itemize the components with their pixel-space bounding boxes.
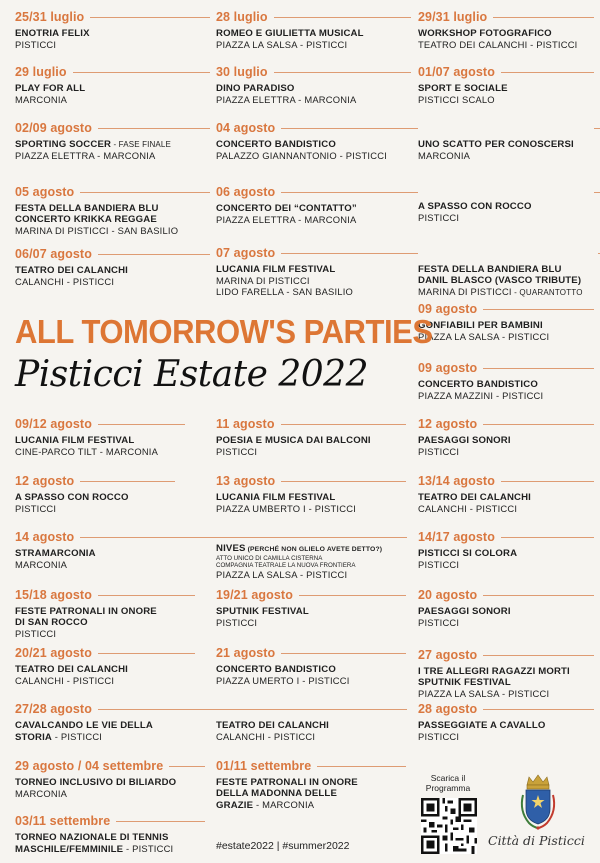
event-title-3: GRAZIE - MARCONIA — [216, 799, 315, 811]
event-e22 — [216, 474, 406, 514]
date-rule — [317, 766, 406, 767]
date-rule — [483, 655, 594, 656]
event-title: NIVES (PERCHÉ NON GLIELO AVETE DETTO?) — [216, 543, 383, 554]
event-title: SPORTING SOCCER - FASE FINALE — [15, 139, 171, 150]
date-rule — [501, 537, 594, 538]
event-place: PALAZZO GIANNANTONIO - PISTICCI — [216, 150, 387, 161]
event-date: 14 agosto — [15, 530, 75, 544]
event-e13 — [15, 247, 210, 287]
event-e32 — [418, 648, 594, 699]
event-title-2: DELLA MADONNA DELLE — [216, 788, 337, 799]
date-rule — [493, 17, 594, 18]
event-e27 — [15, 588, 195, 639]
city-name: Città di Pisticci — [488, 833, 585, 848]
event-e29 — [418, 588, 594, 628]
date-rule — [98, 653, 195, 654]
event-place: PIAZZA ELETTRA - MARCONIA — [216, 94, 357, 105]
date-rule — [116, 821, 205, 822]
event-title: TEATRO DEI CALANCHI — [418, 492, 531, 503]
date-rule — [281, 653, 406, 654]
poster-title: ALL TOMORROW'S PARTIES — [15, 313, 433, 350]
date-rule — [80, 481, 175, 482]
event-title: TEATRO DEI CALANCHI — [15, 664, 128, 675]
event-date: 27 agosto — [418, 648, 478, 662]
event-date: 13 agosto — [216, 474, 276, 488]
event-date: 29 agosto / 04 settembre — [15, 759, 164, 773]
event-title: FESTE PATRONALI IN ONORE — [15, 606, 157, 617]
event-title: CONCERTO BANDISTICO — [216, 664, 336, 675]
event-title: PAESAGGI SONORI — [418, 435, 511, 446]
event-title: A SPASSO CON ROCCO — [15, 492, 129, 503]
event-e3 — [418, 10, 594, 50]
event-title: FESTA DELLA BANDIERA BLU — [15, 203, 159, 214]
date-rule — [483, 709, 594, 710]
event-e34 — [216, 716, 406, 742]
event-place: PIAZZA MAZZINI - PISTICCI — [418, 390, 544, 401]
date-rule — [90, 17, 210, 18]
event-title-2: MASCHILE/FEMMINILE - PISTICCI — [15, 843, 174, 855]
event-place: PIAZZA LA SALSA - PISTICCI — [418, 331, 550, 342]
event-place: TEATRO DEI CALANCHI - PISTICCI — [418, 39, 578, 50]
event-title-2: CONCERTO KRIKKA REGGAE — [15, 214, 157, 225]
event-title-2: SPUTNIK FESTIVAL — [418, 677, 511, 688]
date-rule — [169, 766, 205, 767]
event-date: 28 luglio — [216, 10, 268, 24]
poster-subtitle: Pisticci Estate 2022 — [15, 354, 368, 395]
event-e12 — [418, 183, 594, 223]
event-date: 28 agosto — [418, 702, 478, 716]
qr-label: Scarica il Programma — [425, 773, 471, 793]
event-place: PISTICCI — [15, 39, 57, 50]
event-date: 19/21 agosto — [216, 588, 293, 602]
event-date: 20 agosto — [418, 588, 478, 602]
event-place: CALANCHI - PISTICCI — [15, 675, 115, 686]
date-rule — [274, 72, 411, 73]
event-place: MARCONIA — [418, 150, 471, 161]
event-place: CALANCHI - PISTICCI — [15, 276, 115, 287]
event-title: LUCANIA FILM FESTIVAL — [216, 492, 336, 503]
event-date: 15/18 agosto — [15, 588, 92, 602]
event-date: 21 agosto — [216, 646, 276, 660]
event-title: PISTICCI SI COLORA — [418, 548, 518, 559]
event-e30 — [15, 646, 195, 686]
event-e23 — [418, 474, 594, 514]
event-e38 — [15, 814, 205, 855]
event-e26 — [418, 530, 594, 570]
event-e21 — [15, 474, 175, 514]
event-date: 09 agosto — [418, 302, 478, 316]
event-title: GONFIABILI PER BAMBINI — [418, 320, 543, 331]
event-title: PLAY FOR ALL — [15, 83, 86, 94]
event-place: PISTICCI — [418, 212, 460, 223]
event-date: 14/17 agosto — [418, 530, 495, 544]
date-rule — [98, 128, 210, 129]
event-title: FESTA DELLA BANDIERA BLU — [418, 264, 562, 275]
event-place: CALANCHI - PISTICCI — [418, 503, 518, 514]
date-rule — [98, 709, 407, 710]
event-place: PISTICCI — [15, 628, 57, 639]
event-date: 09/12 agosto — [15, 417, 92, 431]
event-title: SPORT E SOCIALE — [418, 83, 508, 94]
event-e18 — [15, 417, 185, 457]
event-title: TORNEO INCLUSIVO DI BILIARDO — [15, 777, 177, 788]
event-e9 — [418, 121, 594, 161]
event-title: LUCANIA FILM FESTIVAL — [216, 264, 336, 275]
event-date: 29/31 luglio — [418, 10, 488, 24]
event-title: LUCANIA FILM FESTIVAL — [15, 435, 135, 446]
event-date: 03/11 settembre — [15, 814, 111, 828]
event-e5 — [216, 65, 411, 105]
event-date: 06 agosto — [216, 185, 276, 199]
event-place-2: LIDO FARELLA - SAN BASILIO — [216, 286, 354, 297]
event-title: CAVALCANDO LE VIE DELLA — [15, 720, 153, 731]
event-title: WORKSHOP FOTOGRAFICO — [418, 28, 552, 39]
event-e25 — [216, 541, 412, 580]
event-subtitle-2: COMPAGNIA TEATRALE LA NUOVA FRONTIERA — [216, 562, 356, 569]
event-date: 06/07 agosto — [15, 247, 92, 261]
event-e36 — [15, 759, 205, 799]
event-place: PIAZZA ELETTRA - MARCONIA — [15, 150, 156, 161]
event-date: 07 agosto — [216, 246, 276, 260]
event-title: DINO PARADISO — [216, 83, 295, 94]
event-title: UNO SCATTO PER CONOSCERSI — [418, 139, 574, 150]
event-place: PIAZZA LA SALSA - PISTICCI — [216, 39, 348, 50]
event-place: PISTICCI — [418, 617, 460, 628]
event-e1 — [15, 10, 210, 50]
event-place: PISTICCI — [418, 446, 460, 457]
event-title: ROMEO E GIULIETTA MUSICAL — [216, 28, 364, 39]
qr-code-icon[interactable] — [421, 798, 477, 854]
event-date: 11 agosto — [216, 417, 275, 431]
date-rule — [483, 424, 594, 425]
event-place: PIAZZA LA SALSA - PISTICCI — [418, 688, 550, 699]
event-title-2: DANIL BLASCO (VASCO TRIBUTE) — [418, 275, 582, 286]
event-date: 09 agosto — [418, 361, 478, 375]
event-place: PISTICCI — [418, 559, 460, 570]
event-title: CONCERTO BANDISTICO — [216, 139, 336, 150]
event-title: ENOTRIA FELIX — [15, 28, 90, 39]
event-place: MARCONIA — [15, 559, 68, 570]
date-rule — [281, 481, 406, 482]
event-e7 — [15, 121, 210, 161]
event-place: CALANCHI - PISTICCI — [216, 731, 316, 742]
event-e20 — [418, 417, 594, 457]
date-rule — [80, 537, 407, 538]
event-place: MARINA DI PISTICCI — [216, 275, 310, 286]
event-place: PIAZZA ELETTRA - MARCONIA — [216, 214, 357, 225]
event-e17 — [418, 361, 594, 401]
date-rule — [98, 254, 210, 255]
event-date: 12 agosto — [418, 417, 478, 431]
event-title: FESTE PATRONALI IN ONORE — [216, 777, 358, 788]
event-place: PISTICCI SCALO — [418, 94, 495, 105]
event-title: TEATRO DEI CALANCHI — [216, 720, 329, 731]
event-subtitle-1: ATTO UNICO DI CAMILLA CISTERNA — [216, 555, 323, 562]
event-e6 — [418, 65, 594, 105]
event-place: CINE-PARCO TILT - MARCONIA — [15, 446, 159, 457]
event-title: TORNEO NAZIONALE DI TENNIS — [15, 832, 169, 843]
event-title: POESIA E MUSICA DAI BALCONI — [216, 435, 371, 446]
date-rule — [483, 368, 594, 369]
date-rule — [73, 72, 210, 73]
event-title: A SPASSO CON ROCCO — [418, 201, 532, 212]
event-date: 01/07 agosto — [418, 65, 495, 79]
event-title: CONCERTO DEI “CONTATTO” — [216, 203, 357, 214]
event-title: SPUTNIK FESTIVAL — [216, 606, 309, 617]
date-rule — [274, 17, 411, 18]
event-date: 20/21 agosto — [15, 646, 92, 660]
event-place: MARINA DI PISTICCI - SAN BASILIO — [15, 225, 179, 236]
date-rule — [501, 72, 594, 73]
date-rule — [80, 192, 210, 193]
event-e28 — [216, 588, 406, 628]
date-rule — [98, 595, 195, 596]
event-place: PIAZZA UMBERTO I - PISTICCI — [216, 503, 356, 514]
city-crest-icon — [515, 773, 561, 833]
event-place: PISTICCI — [418, 731, 460, 742]
event-date: 29 luglio — [15, 65, 67, 79]
event-date: 04 agosto — [216, 121, 276, 135]
event-place: PISTICCI — [216, 617, 258, 628]
event-e37 — [216, 759, 406, 811]
event-place: PIAZZA UMERTO I - PISTICCI — [216, 675, 350, 686]
event-date: 05 agosto — [15, 185, 75, 199]
event-title: I TRE ALLEGRI RAGAZZI MORTI — [418, 666, 570, 677]
date-rule — [281, 424, 406, 425]
event-date: 25/31 luglio — [15, 10, 85, 24]
event-place: MARINA DI PISTICCI - QUARANTOTTO — [418, 286, 583, 297]
event-title-2: DI SAN ROCCO — [15, 617, 88, 628]
date-rule — [501, 481, 594, 482]
event-e19 — [216, 417, 406, 457]
event-e10 — [15, 185, 210, 236]
event-place: PISTICCI — [15, 503, 57, 514]
event-title-2: STORIA - PISTICCI — [15, 731, 103, 743]
event-date: 01/11 settembre — [216, 759, 312, 773]
event-title: STRAMARCONIA — [15, 548, 96, 559]
event-date: 13/14 agosto — [418, 474, 495, 488]
event-e31 — [216, 646, 406, 686]
event-title: PASSEGGIATE A CAVALLO — [418, 720, 546, 731]
event-e2 — [216, 10, 411, 50]
event-place: MARCONIA — [15, 94, 68, 105]
date-rule — [483, 309, 594, 310]
date-rule — [98, 424, 185, 425]
event-title: PAESAGGI SONORI — [418, 606, 511, 617]
date-rule — [299, 595, 406, 596]
event-date: 02/09 agosto — [15, 121, 92, 135]
event-e4 — [15, 65, 210, 105]
event-date: 30 luglio — [216, 65, 268, 79]
event-e16 — [418, 302, 594, 342]
event-date: 27/28 agosto — [15, 702, 92, 716]
event-place: MARCONIA — [15, 788, 68, 799]
hashtags: #estate2022 | #summer2022 — [216, 840, 350, 852]
event-e15 — [418, 246, 598, 298]
event-title: CONCERTO BANDISTICO — [418, 379, 538, 390]
event-title: TEATRO DEI CALANCHI — [15, 265, 128, 276]
event-date: 12 agosto — [15, 474, 75, 488]
event-place: PISTICCI — [216, 446, 258, 457]
date-rule — [483, 595, 594, 596]
event-place: PIAZZA LA SALSA - PISTICCI — [216, 569, 348, 580]
event-e35 — [418, 702, 594, 742]
